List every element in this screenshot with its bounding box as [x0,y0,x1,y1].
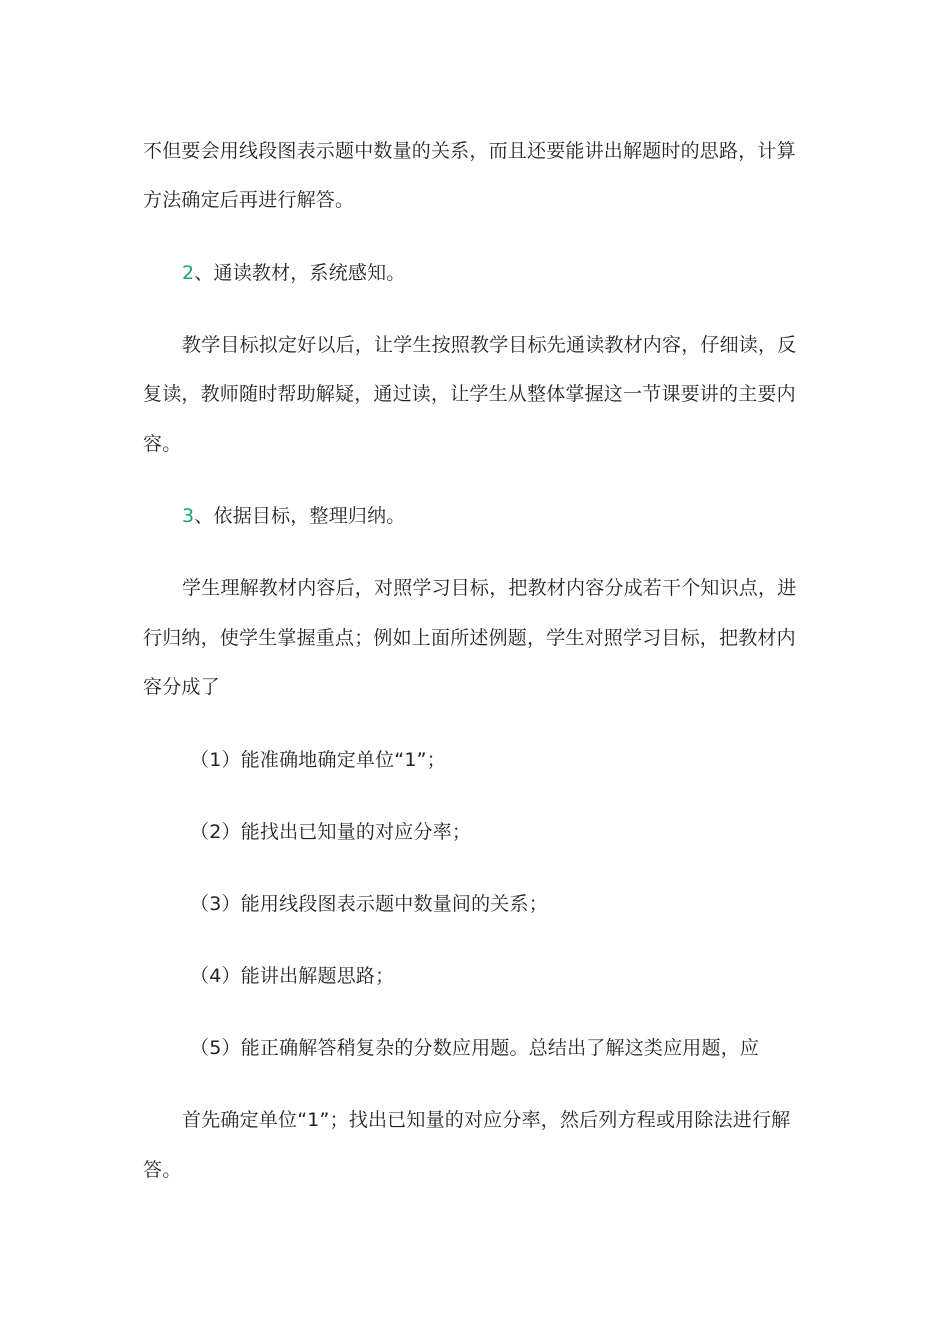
list-item: （3）能用线段图表示题中数量间的关系； [190,893,548,915]
heading-number: 2 [182,262,195,284]
paragraph-line: 行归纳，使学生掌握重点；例如上面所述例题，学生对照学习目标，把教材内 [143,627,796,649]
list-item: （5）能正确解答稍复杂的分数应用题。总结出了解这类应用题，应 [190,1037,760,1059]
paragraph-line: 首先确定单位“1”；找出已知量的对应分率，然后列方程或用除法进行解 [182,1109,791,1131]
paragraph-line: 不但要会用线段图表示题中数量的关系，而且还要能讲出解题时的思路，计算 [143,140,796,162]
section-heading-3 [182,504,406,528]
list-item: （4）能讲出解题思路； [190,965,395,987]
paragraph-line: 学生理解教材内容后，对照学习目标，把教材内容分成若干个知识点，进 [182,577,797,599]
paragraph-line: 复读，教师随时帮助解疑，通过读，让学生从整体掌握这一节课要讲的主要内 [143,383,796,405]
paragraph-line: 容。 [143,433,182,455]
paragraph-line: 答。 [143,1159,182,1181]
paragraph-line: 容分成了 [143,676,220,698]
list-item: （1）能准确地确定单位“1”； [190,749,446,771]
section-heading-2 [182,261,406,285]
paragraph-line: 方法确定后再进行解答。 [143,189,355,211]
heading-text: 、通读教材，系统感知。 [194,262,406,284]
list-item: （2）能找出已知量的对应分率； [190,821,472,843]
paragraph-line: 教学目标拟定好以后，让学生按照教学目标先通读教材内容，仔细读，反 [182,334,797,356]
heading-number: 3 [182,505,195,527]
heading-text: 、依据目标，整理归纳。 [194,505,406,527]
